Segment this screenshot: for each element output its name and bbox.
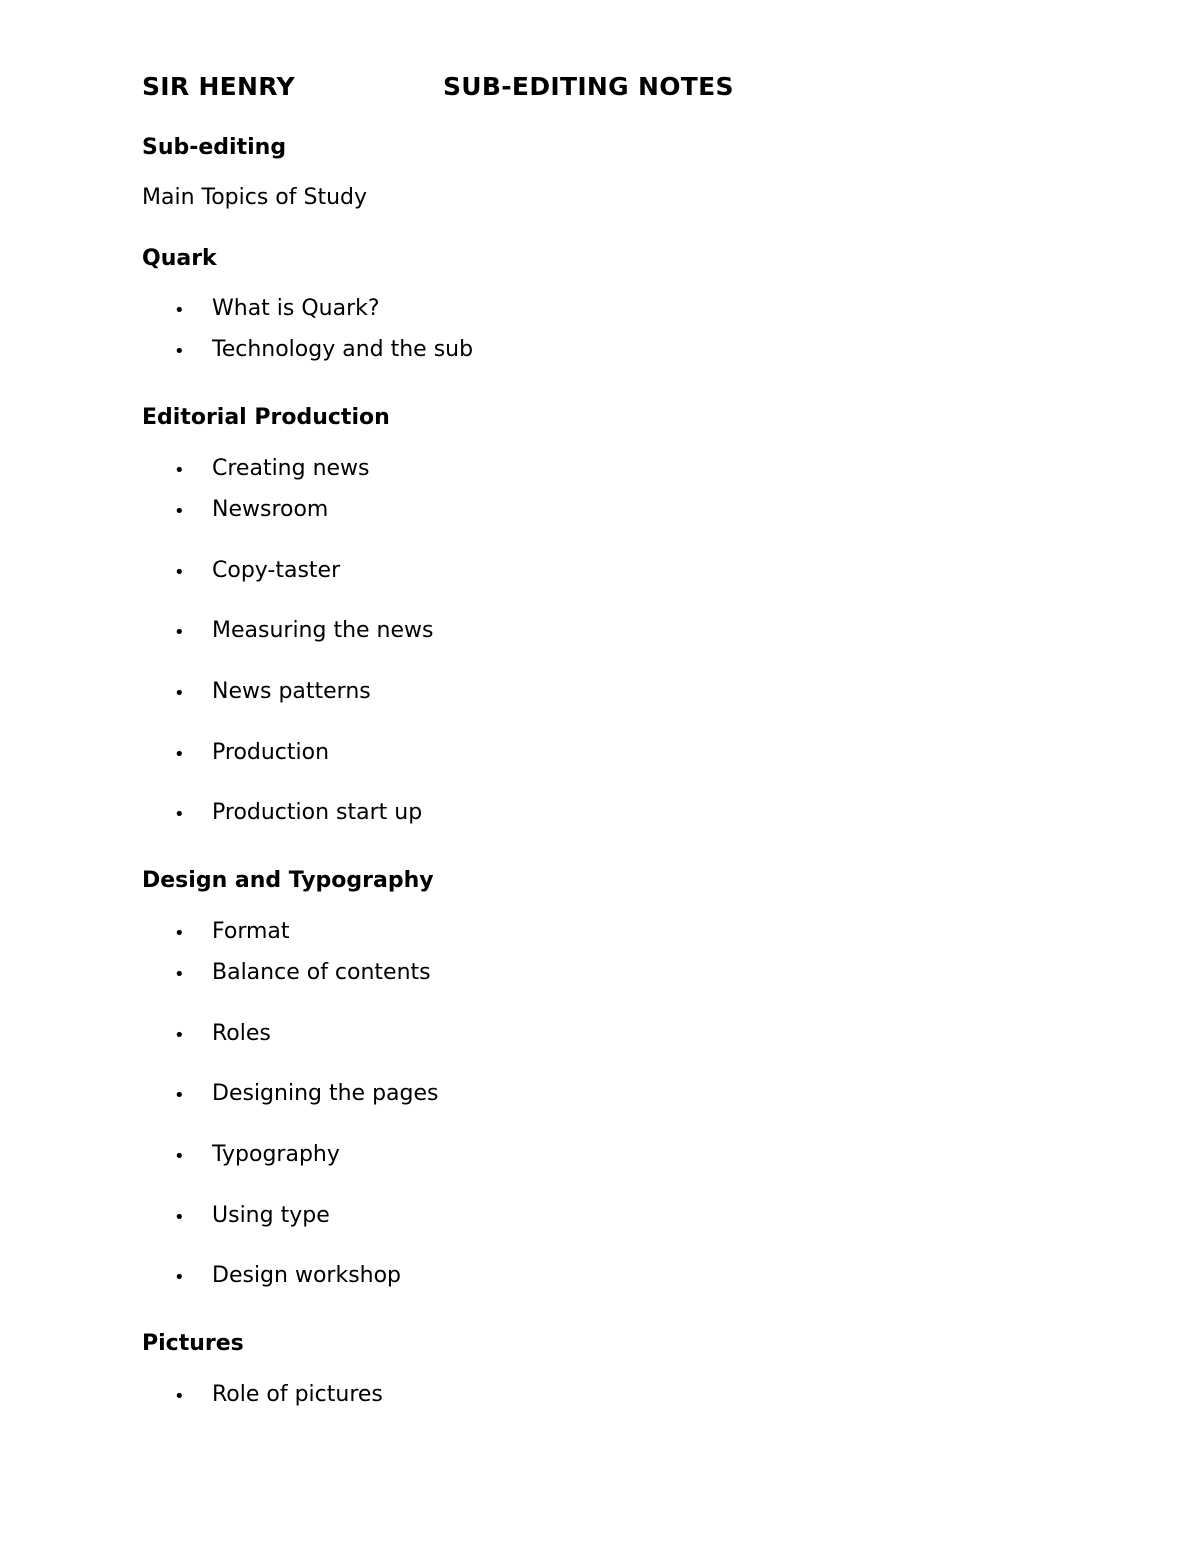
section-heading-design-typography: Design and Typography xyxy=(142,868,434,893)
bullet-icon: • xyxy=(174,300,185,321)
bullet-icon: • xyxy=(174,501,185,522)
list-item-label: Copy-taster xyxy=(212,558,341,583)
list-item-label: Production start up xyxy=(212,800,423,825)
list-item-label: Technology and the sub xyxy=(212,337,474,362)
list-item-label: Format xyxy=(212,919,290,944)
bullet-icon: • xyxy=(174,622,185,643)
list-item-label: Design workshop xyxy=(212,1263,402,1288)
bullet-icon: • xyxy=(174,1207,185,1228)
bullet-icon: • xyxy=(174,683,185,704)
doc-title-right: SUB-EDITING NOTES xyxy=(443,72,734,101)
bullet-icon: • xyxy=(174,804,185,825)
bullet-icon: • xyxy=(174,562,185,583)
list-item-label: News patterns xyxy=(212,679,371,704)
section-heading-pictures: Pictures xyxy=(142,1331,244,1356)
list-item-label: Measuring the news xyxy=(212,618,434,643)
section-heading-quark: Quark xyxy=(142,246,217,271)
list-item-label: Roles xyxy=(212,1021,271,1046)
bullet-icon: • xyxy=(174,964,185,985)
intro-heading: Sub-editing xyxy=(142,135,287,160)
list-item-label: Designing the pages xyxy=(212,1081,439,1106)
list-item-label: Typography xyxy=(212,1142,340,1167)
bullet-icon: • xyxy=(174,1146,185,1167)
bullet-icon: • xyxy=(174,744,185,765)
section-heading-editorial-production: Editorial Production xyxy=(142,405,390,430)
bullet-icon: • xyxy=(174,1085,185,1106)
list-item-label: Balance of contents xyxy=(212,960,431,985)
bullet-icon: • xyxy=(174,1267,185,1288)
bullet-icon: • xyxy=(174,923,185,944)
list-item-label: Newsroom xyxy=(212,497,329,522)
bullet-icon: • xyxy=(174,460,185,481)
intro-subtitle: Main Topics of Study xyxy=(142,185,368,210)
list-item-label: Production xyxy=(212,740,330,765)
bullet-icon: • xyxy=(174,341,185,362)
list-item-label: Role of pictures xyxy=(212,1382,383,1407)
doc-title-left: SIR HENRY xyxy=(142,72,295,101)
list-item-label: What is Quark? xyxy=(212,296,380,321)
bullet-icon: • xyxy=(174,1025,185,1046)
list-item-label: Using type xyxy=(212,1203,330,1228)
list-item-label: Creating news xyxy=(212,456,370,481)
bullet-icon: • xyxy=(174,1386,185,1407)
